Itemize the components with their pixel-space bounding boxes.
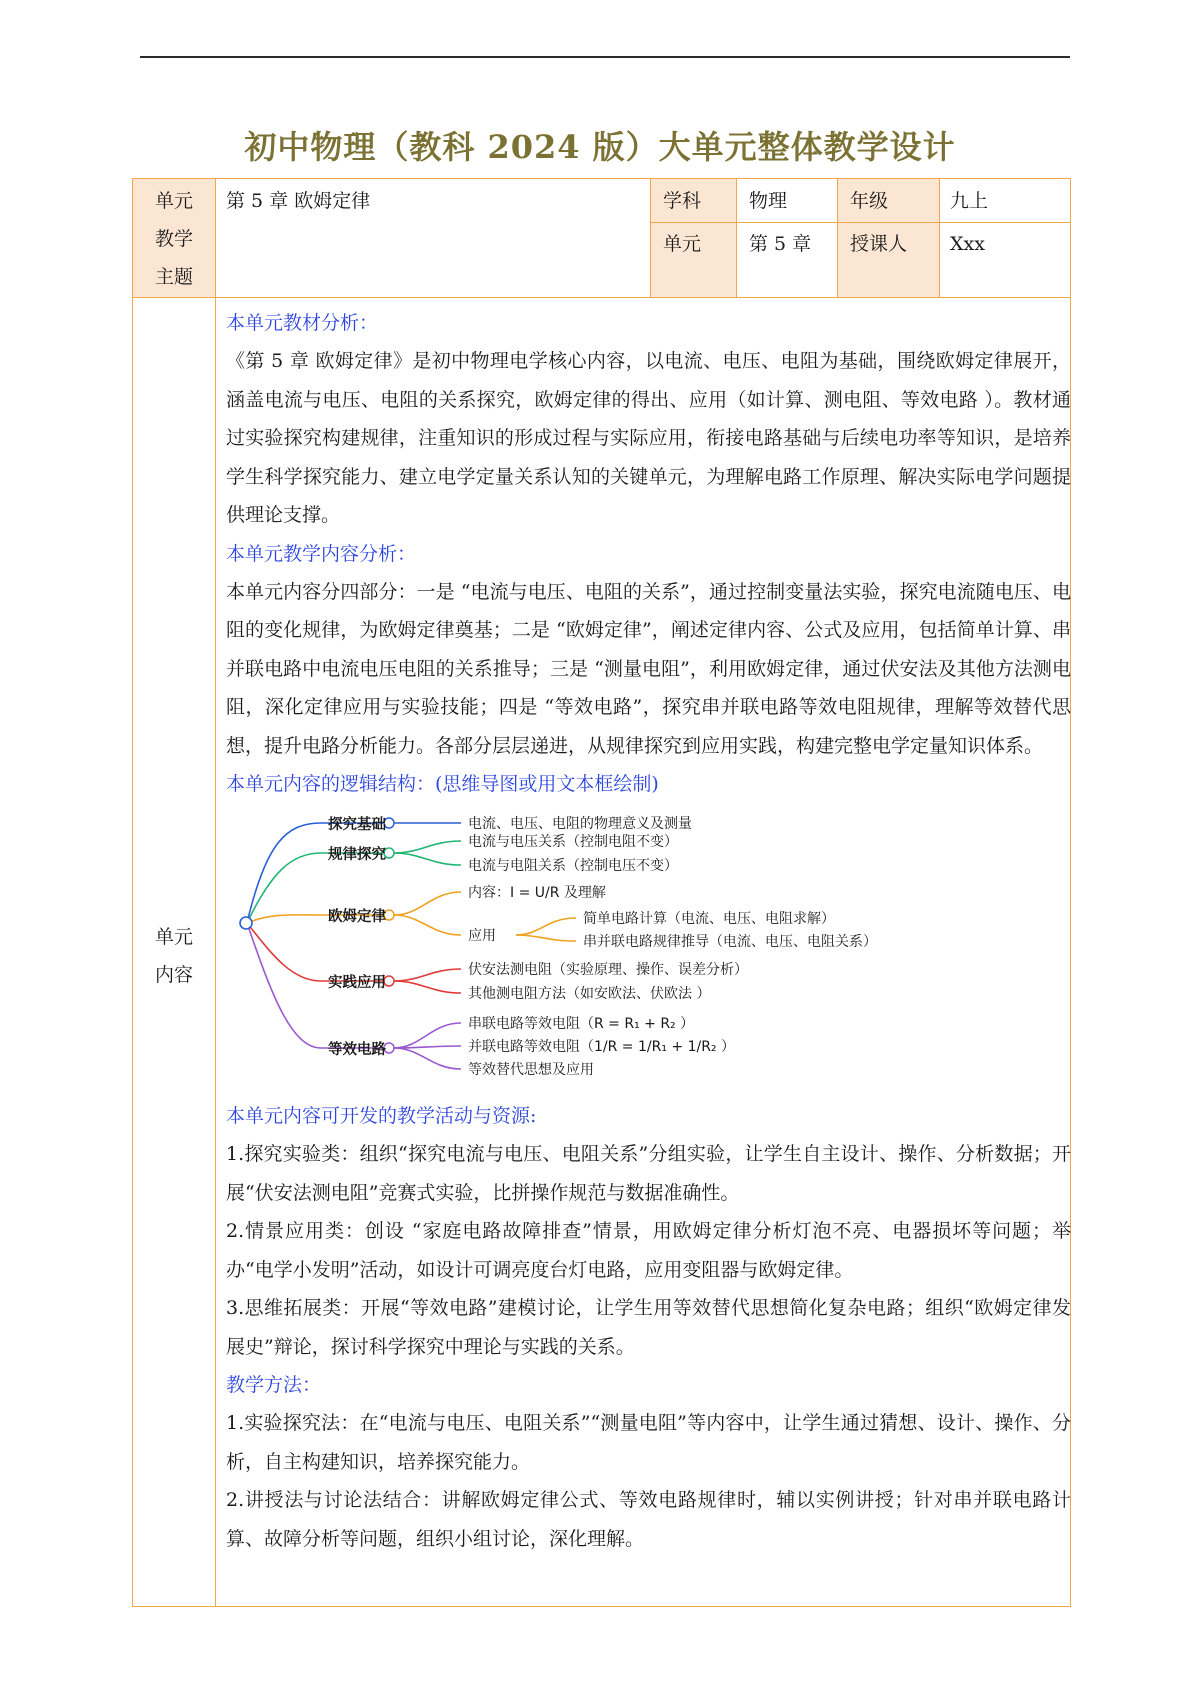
method-1: 1.实验探究法：在“电流与电压、电阻关系”“测量电阻”等内容中，让学生通过猜想、设计、操作、分析，自主构建知识，培养探究能力。 xyxy=(226,1412,1071,1473)
subject-label-cell xyxy=(650,178,737,223)
grade-value: 九上 xyxy=(950,190,989,212)
branch-1-item-1: 电流、电压、电阻的物理意义及测量 xyxy=(468,816,692,832)
theme-value-cell xyxy=(215,178,651,298)
teacher-value-cell xyxy=(939,222,1071,298)
content-body xyxy=(226,304,1071,1558)
branch-4-label: 实践应用 xyxy=(328,975,386,991)
method-2: 2.讲授法与讨论法结合：讲解欧姆定律公式、等效电路规律时，辅以实例讲授；针对串并联电路计算、故障分析等问题，组织小组讨论，深化理解。 xyxy=(226,1489,1071,1550)
methods-heading: 教学方法： xyxy=(226,1374,322,1396)
structure-heading: 本单元内容的逻辑结构：(思维导图或用文本框绘制) xyxy=(226,773,659,795)
content-text: 本单元内容分四部分：一是 “电流与电压、电阻的关系”，通过控制变量法实验，探究电流随电压、电阻的变化规律，为欧姆定律奠基；二是 “欧姆定律”，阐述定律内容、公式及应用，包括简单计算、串并联电路中电流电压电阻的关系推导；三是 “测量电阻”，利用欧姆定律，通过伏安法及其他方法测电阻，深化定律应用与实验技能；四是 “等效电路”，探究串并联电路等效电阻规律，理解等效替代思想，提升电路分析能力。各部分层层递进，从规律探究到应用实践，构建完整电学定量知识体系。 xyxy=(226,580,1071,757)
subject-value: 物理 xyxy=(749,190,788,212)
theme-value: 第 5 章 欧姆定律 xyxy=(226,190,371,212)
root-branch-1-line xyxy=(247,823,321,923)
unit-value: 第 5 章 xyxy=(749,233,812,255)
branch-3-sub-item-1: 简单电路计算（电流、电压、电阻求解） xyxy=(583,911,835,927)
root-branch-2-line xyxy=(247,853,321,923)
grade-label: 年级 xyxy=(850,190,889,212)
branch-3-item-2: 应用 xyxy=(468,928,496,944)
activity-2: 2.情景应用类：创设 “家庭电路故障排查”情景，用欧姆定律分析灯泡不亮、电器损坏等问题；举办“电学小发明”活动，如设计可调亮度台灯电路，应用变阻器与欧姆定律。 xyxy=(226,1220,1071,1281)
branch-5-item-1: 串联电路等效电阻（R = R₁ + R₂ ） xyxy=(468,1016,695,1032)
activities-heading: 本单元内容可开发的教学活动与资源: xyxy=(226,1105,537,1127)
document-title: 初中物理（教科 2024 版）大单元整体教学设计 xyxy=(244,128,956,166)
branch-2-item-2: 电流与电阻关系（控制电压不变） xyxy=(468,858,678,874)
material-text: 《第 5 章 欧姆定律》是初中物理电学核心内容，以电流、电压、电阻为基础，围绕欧姆定律展开，涵盖电流与电压、电阻的关系探究，欧姆定律的得出、应用（如计算、测电阻、等效电路 ）。教材通过实验探究构建规律，注重知识的形成过程与实际应用，衔接电路基础与后续电功率等知识，是培养学生科学探究能力、建立电学定量关系认知的关键单元，为理解电路工作原理、解决实际电学问题提供理论支撑。 xyxy=(226,350,1071,526)
material-heading: 本单元教材分析： xyxy=(226,312,379,334)
grade-value-cell xyxy=(939,178,1071,223)
branch-3-sub-item-2: 串并联电路规律推导（电流、电压、电阻关系） xyxy=(583,934,877,950)
branch-2-label: 规律探究 xyxy=(328,847,386,863)
branch-5-item-3: 等效替代思想及应用 xyxy=(468,1062,594,1078)
unit-label-cell xyxy=(650,222,737,298)
root-branch-5-line xyxy=(247,923,321,1048)
top-rule xyxy=(140,56,1070,58)
content-label: 单元 内容 xyxy=(154,926,193,986)
branch-5-item-2: 并联电路等效电阻（1/R = 1/R₁ + 1/R₂ ） xyxy=(468,1039,735,1055)
theme-label: 单元 教学 主题 xyxy=(154,190,193,288)
content-heading: 本单元教学内容分析： xyxy=(226,542,417,565)
branch-2-item-1: 电流与电压关系（控制电阻不变） xyxy=(468,834,678,850)
branch-1-label: 探究基础 xyxy=(328,817,386,833)
branch-3-label: 欧姆定律 xyxy=(328,909,386,925)
branch-4-item-1: 伏安法测电阻（实验原理、操作、误差分析） xyxy=(468,962,748,978)
activity-3: 3.思维拓展类：开展“等效电路”建模讨论，让学生用等效替代思想简化复杂电路；组织“欧姆定律发展史”辩论，探讨科学探究中理论与实践的关系。 xyxy=(226,1297,1071,1358)
activity-1: 1.探究实验类：组织“探究电流与电压、电阻关系”分组实验，让学生自主设计、操作、分析数据；开展“伏安法测电阻”竞赛式实验，比拼操作规范与数据准确性。 xyxy=(226,1143,1071,1204)
teacher-label-cell xyxy=(837,222,940,298)
root-branch-3-line xyxy=(247,915,321,923)
teacher-value: Xxx xyxy=(950,233,985,255)
theme-label-cell xyxy=(132,178,216,298)
branch-4-item-2: 其他测电阻方法（如安欧法、伏欧法 ） xyxy=(468,986,711,1002)
mind-map xyxy=(226,803,1071,1093)
branch-3-item-1: 内容：I = U/R 及理解 xyxy=(468,885,606,901)
subject-value-cell xyxy=(736,178,838,223)
grade-label-cell xyxy=(837,178,940,223)
unit-label: 单元 xyxy=(663,233,702,255)
content-label-cell xyxy=(132,297,216,1607)
teacher-label: 授课人 xyxy=(850,233,908,255)
branch-5-label: 等效电路 xyxy=(328,1042,386,1058)
root-node xyxy=(240,917,252,929)
unit-value-cell xyxy=(736,222,838,298)
subject-label: 学科 xyxy=(663,190,702,212)
root-branch-4-line xyxy=(247,923,321,981)
